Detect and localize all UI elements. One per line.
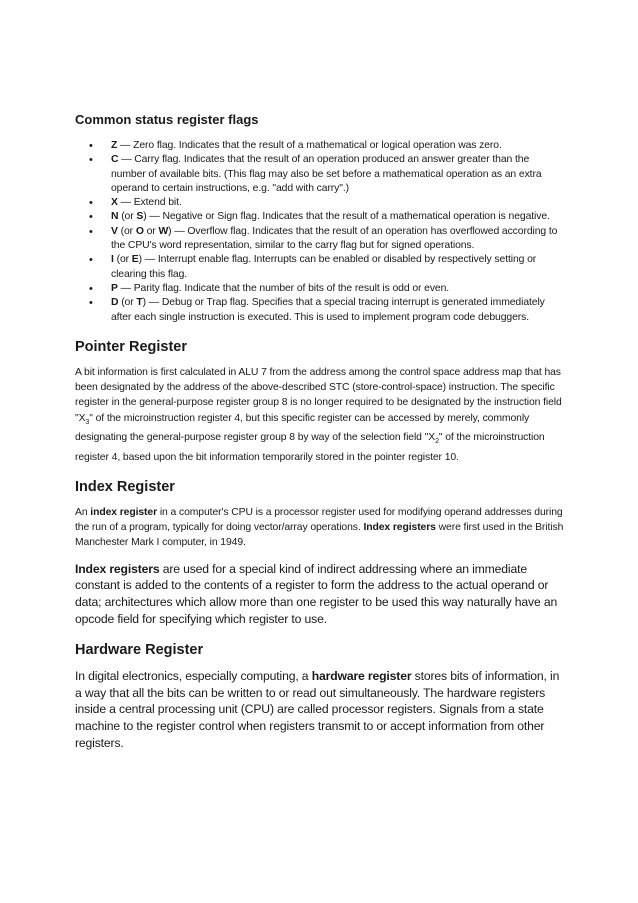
index-register-term: index register bbox=[90, 506, 158, 518]
flag-key: C bbox=[111, 154, 119, 166]
flag-item bbox=[75, 282, 565, 296]
hardware-register-term: hardware register bbox=[311, 668, 412, 683]
subscript-3: 3 bbox=[85, 418, 90, 426]
flag-key: Z bbox=[111, 140, 118, 151]
index-text-2: are used for a special kind of indirect addressing where an immediate constant is added to the contents of a register to form the address to the actual operand or data; architectures which allow more than one register to be used this way naturally have an opcode field for specifying which register to use. bbox=[75, 561, 558, 627]
flag-item bbox=[75, 139, 565, 153]
flag-key: X bbox=[111, 197, 118, 209]
bullet-icon: • bbox=[89, 154, 93, 167]
index-register-paragraph-2 bbox=[75, 561, 565, 628]
pointer-text-part-2: " of the microinstruction register 4, but this specific register can be accessed by merely, commonly designating the general-purpose register group 8 by way of the selection field "X bbox=[75, 412, 530, 444]
subscript-2: 2 bbox=[435, 438, 439, 446]
document-page bbox=[75, 112, 565, 762]
flag-key: I bbox=[111, 254, 114, 266]
flag-alt-key: T bbox=[136, 297, 143, 309]
pointer-text-part-1: A bit information is first calculated in ALU 7 from the address among the control space address map that has been designated by the address of the above-described STC (store-control-space) instruction. The specific register in the general-purpose register group 8 is no longer required to be designated by the instruction field "X bbox=[75, 366, 562, 424]
flag-description: — Negative or Sign flag. Indicates that the result of a mathematical operation is negative. bbox=[146, 211, 550, 223]
index-text-mid: in a computer's CPU is a processor register used for modifying operand addresses during the run of a program, typically for doing vector/array operations. bbox=[75, 506, 563, 534]
bullet-icon: • bbox=[89, 282, 93, 295]
index-registers-term-2: Index registers bbox=[75, 561, 160, 576]
flag-description: — Zero flag. Indicates that the result of a mathematical or logical operation was zero. bbox=[117, 140, 502, 151]
flag-item: • D (or T) — Debug or Trap flag. Specifies that a special tracing interrupt is generated immediately after each single instruction is executed. This is used to implement program code debuggers. bbox=[89, 297, 545, 323]
flag-alt-key: O bbox=[135, 225, 144, 237]
flag-description: — Extend bit. bbox=[117, 197, 182, 209]
bullet-icon: • bbox=[89, 140, 93, 152]
flag-item: • I (or E) — Interrupt enable flag. Interrupts can be enabled or disabled by respectively setting or clearing this flag. bbox=[89, 254, 537, 280]
flag-alt-key: S bbox=[136, 211, 144, 223]
flag-key: P bbox=[111, 282, 118, 294]
flag-item bbox=[75, 196, 565, 210]
bullet-icon: • bbox=[89, 211, 93, 224]
flag-description: — Carry flag. Indicates that the result of an operation produced an answer greater than the number of available bits. (This flag may also be set before a mathematical operation as an extra operand to certain instructions, e.g. "add with carry".) bbox=[111, 154, 542, 194]
flag-description: — Parity flag. Indicate that the number of bits of the result is odd or even. bbox=[117, 282, 450, 294]
hardware-text-post: stores bits of information, in a way that all the bits can be written to or read out simultaneously. The hardware registers inside a central processing unit (CPU) are called processor registers. Signals from a state machine to the register control when registers transmit to or accept information from other registers. bbox=[75, 668, 560, 751]
flag-key: V bbox=[111, 225, 118, 237]
index-text-post: were first used in the British Manchester Mark I computer, in 1949. bbox=[75, 522, 564, 549]
flag-key: D bbox=[111, 297, 119, 309]
flag-item: • V (or O or W) — Overflow flag. Indicates that the result of an operation has overflowed according to the CPU's word representation, similar to the carry flag but for signed operations. bbox=[89, 225, 558, 252]
bullet-icon: • bbox=[89, 225, 93, 238]
pointer-text-part-3: " of the microinstruction register 4, based upon the bit information temporarily stored in the pointer register 10. bbox=[75, 432, 545, 463]
hardware-register-paragraph bbox=[75, 668, 565, 752]
index-register-heading: Index Register bbox=[75, 478, 175, 495]
pointer-register-paragraph bbox=[75, 365, 565, 465]
index-text-pre: An bbox=[75, 506, 91, 518]
flag-alt-key: W bbox=[158, 225, 169, 237]
flag-description: — Overflow flag. Indicates that the result of an operation has overflowed according to the CPU's word representation, similar to the carry flag but for signed operations. bbox=[111, 225, 558, 252]
flags-section-title: Common status register flags bbox=[75, 112, 259, 127]
flag-item bbox=[75, 153, 565, 196]
hardware-register-heading: Hardware Register bbox=[75, 641, 204, 658]
flag-description: — Debug or Trap flag. Specifies that a special tracing interrupt is generated immediately after each single instruction is executed. This is used to implement program code debuggers. bbox=[111, 297, 545, 323]
index-register-paragraph-1 bbox=[75, 505, 565, 551]
flag-description: — Interrupt enable flag. Interrupts can be enabled or disabled by respectively setting or clearing this flag. bbox=[111, 254, 537, 280]
bullet-icon: • bbox=[89, 297, 93, 310]
flag-key: N bbox=[111, 211, 119, 223]
pointer-register-heading: Pointer Register bbox=[75, 338, 187, 355]
index-registers-term: Index registers bbox=[363, 522, 436, 534]
hardware-text-pre: In digital electronics, especially computing, a bbox=[75, 668, 312, 683]
flags-list bbox=[75, 139, 565, 325]
bullet-icon: • bbox=[89, 197, 93, 210]
flag-item: • N (or S) — Negative or Sign flag. Indicates that the result of a mathematical operation is negative. bbox=[89, 211, 550, 224]
bullet-icon: • bbox=[89, 254, 93, 267]
flag-alt-key: E bbox=[131, 254, 139, 266]
